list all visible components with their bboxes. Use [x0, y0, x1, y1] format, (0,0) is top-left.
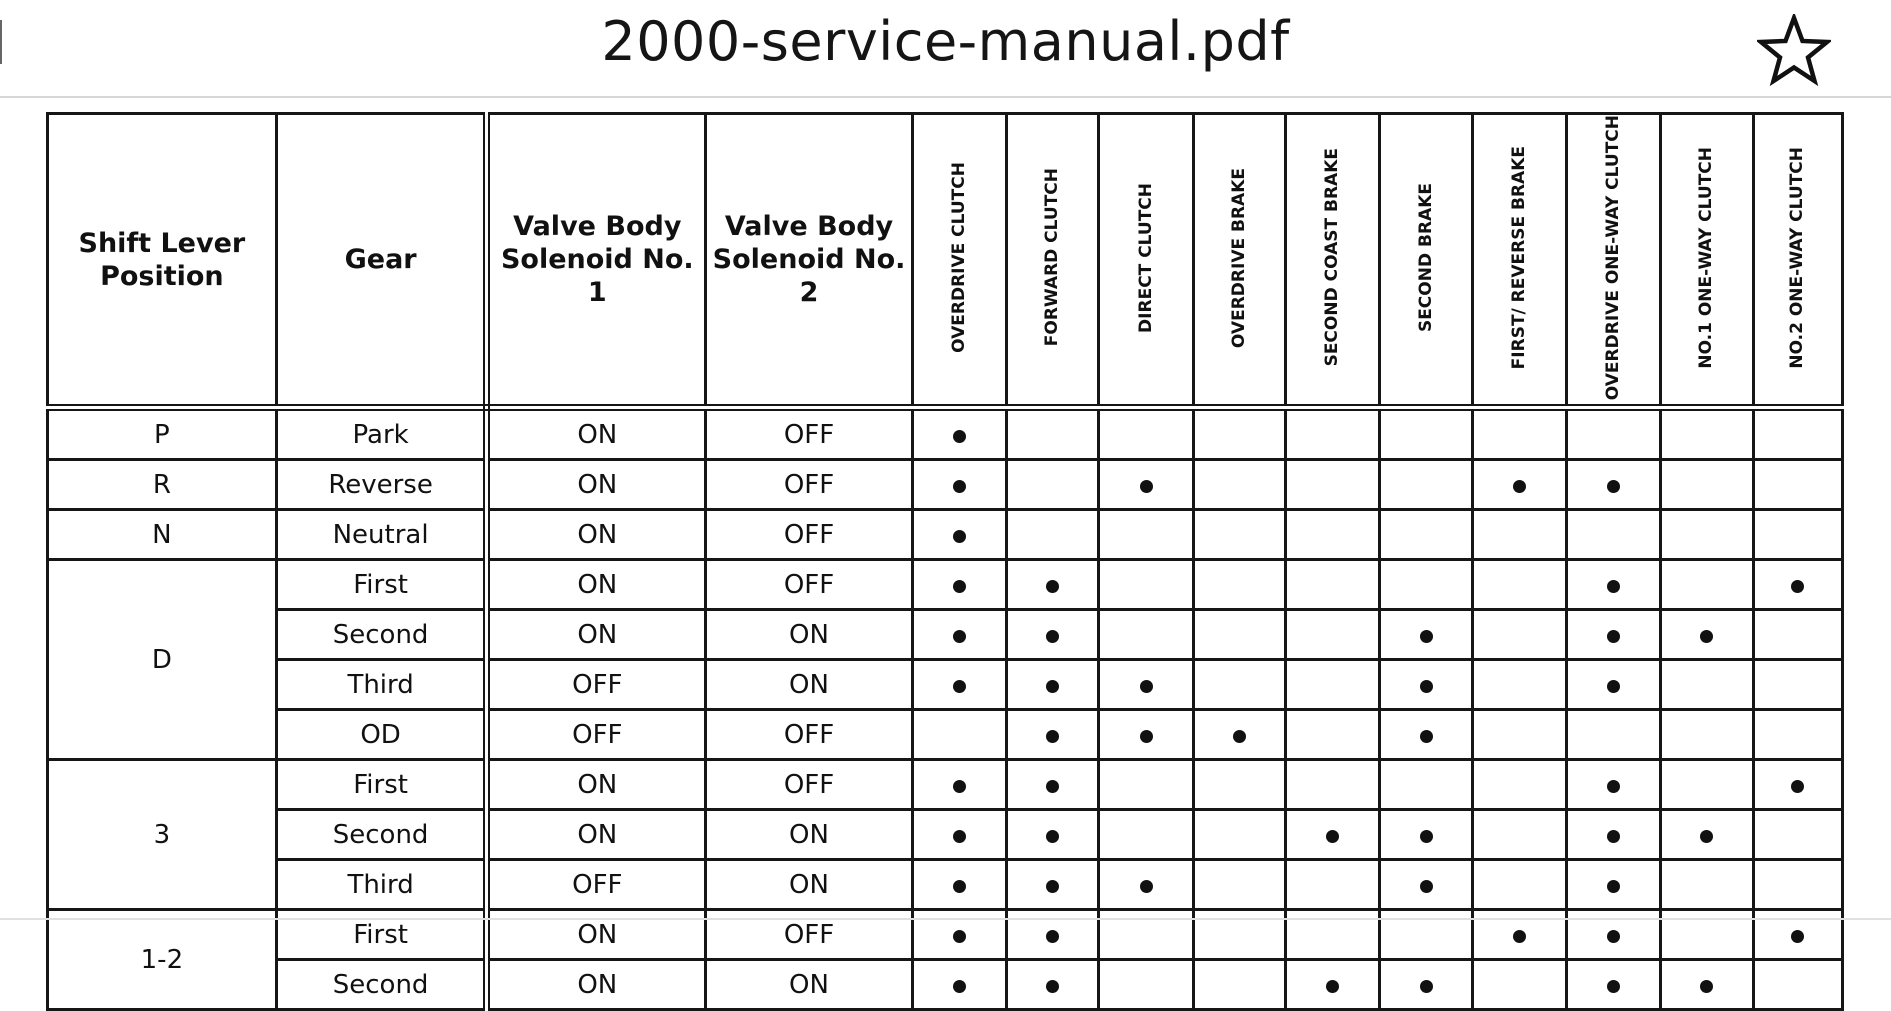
component-cell	[912, 710, 1006, 760]
applied-dot-icon	[1513, 480, 1526, 493]
header-second-coast-brake: SECOND COAST BRAKE	[1286, 114, 1380, 408]
component-cell	[1753, 408, 1842, 460]
component-cell	[1753, 660, 1842, 710]
applied-dot-icon	[1420, 880, 1433, 893]
table-row	[48, 860, 1843, 910]
applied-dot-icon	[1233, 730, 1246, 743]
solenoid-1-cell: ON	[487, 408, 706, 460]
applied-dot-icon	[953, 580, 966, 593]
title-bar	[0, 0, 1891, 98]
component-cell	[1753, 710, 1842, 760]
applied-dot-icon	[1607, 930, 1620, 943]
solenoid-2-cell: OFF	[706, 408, 913, 460]
component-cell	[1007, 710, 1099, 760]
applied-dot-icon	[953, 980, 966, 993]
solenoid-2-cell: OFF	[706, 910, 913, 960]
header-second-brake: SECOND BRAKE	[1380, 114, 1472, 408]
component-cell	[1380, 510, 1472, 560]
applied-dot-icon	[1791, 780, 1804, 793]
component-cell	[1193, 460, 1285, 510]
header-overdrive-clutch: OVERDRIVE CLUTCH	[912, 114, 1006, 408]
applied-dot-icon	[1607, 580, 1620, 593]
component-cell	[1753, 860, 1842, 910]
component-cell	[1380, 660, 1472, 710]
component-cell	[1286, 660, 1380, 710]
applied-dot-icon	[953, 480, 966, 493]
component-cell	[1472, 710, 1566, 760]
component-cell	[1472, 960, 1566, 1010]
applied-dot-icon	[1140, 880, 1153, 893]
page-bottom-divider	[0, 918, 1891, 920]
component-cell	[1661, 460, 1753, 510]
component-cell	[1286, 460, 1380, 510]
table-row	[48, 408, 1843, 460]
applied-dot-icon	[1420, 630, 1433, 643]
applied-dot-icon	[1420, 680, 1433, 693]
solenoid-1-cell: ON	[487, 960, 706, 1010]
header-overdrive-one-way-clutch: OVERDRIVE ONE-WAY CLUTCH	[1567, 114, 1661, 408]
component-cell	[1567, 560, 1661, 610]
component-cell	[1099, 710, 1193, 760]
component-cell	[1753, 610, 1842, 660]
component-cell	[1286, 860, 1380, 910]
component-cell	[912, 510, 1006, 560]
component-cell	[1007, 810, 1099, 860]
component-cell	[912, 960, 1006, 1010]
applied-dot-icon	[1046, 680, 1059, 693]
component-cell	[1661, 810, 1753, 860]
applied-dot-icon	[1326, 980, 1339, 993]
component-cell	[1286, 610, 1380, 660]
component-cell	[1567, 860, 1661, 910]
component-cell	[1472, 610, 1566, 660]
component-cell	[1380, 710, 1472, 760]
header-forward-clutch: FORWARD CLUTCH	[1007, 114, 1099, 408]
applied-dot-icon	[1513, 930, 1526, 943]
component-cell	[1753, 760, 1842, 810]
component-cell	[912, 810, 1006, 860]
component-cell	[1099, 560, 1193, 610]
applied-dot-icon	[953, 880, 966, 893]
header-gear: Gear	[276, 114, 487, 408]
component-cell	[1472, 860, 1566, 910]
component-cell	[1472, 660, 1566, 710]
solenoid-1-cell: ON	[487, 810, 706, 860]
shift-position-cell: N	[48, 510, 277, 560]
applied-dot-icon	[1607, 480, 1620, 493]
component-cell	[1380, 460, 1472, 510]
component-cell	[1007, 510, 1099, 560]
component-cell	[1567, 810, 1661, 860]
applied-dot-icon	[1607, 780, 1620, 793]
component-cell	[1380, 810, 1472, 860]
gear-cell: Third	[276, 860, 487, 910]
component-cell	[1567, 510, 1661, 560]
header-direct-clutch: DIRECT CLUTCH	[1099, 114, 1193, 408]
shift-position-cell: 3	[48, 760, 277, 910]
component-cell	[1661, 510, 1753, 560]
applied-dot-icon	[1046, 630, 1059, 643]
applied-dot-icon	[1607, 630, 1620, 643]
header-solenoid-2: Valve Body Solenoid No. 2	[706, 114, 913, 408]
component-cell	[1661, 560, 1753, 610]
solenoid-2-cell: OFF	[706, 710, 913, 760]
solenoid-2-cell: ON	[706, 660, 913, 710]
header-solenoid-1: Valve Body Solenoid No. 1	[487, 114, 706, 408]
star-outline-icon[interactable]	[1757, 14, 1831, 88]
solenoid-1-cell: ON	[487, 610, 706, 660]
component-cell	[1286, 408, 1380, 460]
applied-dot-icon	[1140, 680, 1153, 693]
component-cell	[912, 760, 1006, 810]
gear-cell: First	[276, 910, 487, 960]
component-cell	[912, 460, 1006, 510]
header-first-reverse-brake: FIRST/ REVERSE BRAKE	[1472, 114, 1566, 408]
applied-dot-icon	[1046, 780, 1059, 793]
header-overdrive-brake: OVERDRIVE BRAKE	[1193, 114, 1285, 408]
component-cell	[1567, 408, 1661, 460]
component-cell	[1007, 760, 1099, 810]
component-cell	[1193, 710, 1285, 760]
component-cell	[1753, 960, 1842, 1010]
component-cell	[1567, 460, 1661, 510]
component-cell	[1193, 408, 1285, 460]
component-cell	[1380, 860, 1472, 910]
component-cell	[1286, 710, 1380, 760]
applied-dot-icon	[1700, 980, 1713, 993]
component-cell	[1286, 810, 1380, 860]
solenoid-1-cell: OFF	[487, 710, 706, 760]
gear-cell: Second	[276, 960, 487, 1010]
component-cell	[1472, 560, 1566, 610]
gear-cell: Neutral	[276, 510, 487, 560]
component-cell	[1007, 960, 1099, 1010]
applied-dot-icon	[953, 630, 966, 643]
component-cell	[1472, 760, 1566, 810]
applied-dot-icon	[1607, 880, 1620, 893]
table-row	[48, 810, 1843, 860]
shift-position-cell: P	[48, 408, 277, 460]
table-row	[48, 460, 1843, 510]
gear-cell: Park	[276, 408, 487, 460]
component-cell	[1661, 760, 1753, 810]
applied-dot-icon	[1046, 880, 1059, 893]
applied-dot-icon	[1420, 980, 1433, 993]
component-cell	[1099, 510, 1193, 560]
solenoid-2-cell: OFF	[706, 510, 913, 560]
component-cell	[1286, 510, 1380, 560]
component-cell	[1567, 760, 1661, 810]
component-cell	[912, 860, 1006, 910]
shift-position-cell: R	[48, 460, 277, 510]
gear-cell: Third	[276, 660, 487, 710]
applied-dot-icon	[1046, 980, 1059, 993]
solenoid-1-cell: ON	[487, 510, 706, 560]
component-cell	[1286, 960, 1380, 1010]
component-cell	[1007, 860, 1099, 910]
solenoid-2-cell: ON	[706, 860, 913, 910]
component-cell	[1661, 710, 1753, 760]
component-cell	[1661, 610, 1753, 660]
pdf-page[interactable]	[0, 98, 1891, 1000]
document-title: 2000-service-manual.pdf	[601, 10, 1290, 73]
solenoid-2-cell: OFF	[706, 560, 913, 610]
applied-dot-icon	[953, 780, 966, 793]
solenoid-1-cell: ON	[487, 910, 706, 960]
component-cell	[1661, 960, 1753, 1010]
table-row	[48, 660, 1843, 710]
shift-position-cell: D	[48, 560, 277, 760]
header-no1-one-way-clutch: NO.1 ONE-WAY CLUTCH	[1661, 114, 1753, 408]
component-cell	[1567, 660, 1661, 710]
component-cell	[1099, 660, 1193, 710]
applied-dot-icon	[953, 530, 966, 543]
component-cell	[1099, 460, 1193, 510]
component-cell	[1193, 510, 1285, 560]
gear-cell: Second	[276, 610, 487, 660]
component-cell	[1099, 408, 1193, 460]
gear-cell: First	[276, 760, 487, 810]
component-cell	[912, 660, 1006, 710]
component-cell	[912, 408, 1006, 460]
component-cell	[1099, 760, 1193, 810]
header-row	[48, 114, 1843, 408]
component-cell	[1007, 610, 1099, 660]
solenoid-application-table	[46, 112, 1844, 1011]
applied-dot-icon	[1140, 480, 1153, 493]
solenoid-2-cell: ON	[706, 610, 913, 660]
applied-dot-icon	[953, 930, 966, 943]
component-cell	[1193, 810, 1285, 860]
applied-dot-icon	[1700, 630, 1713, 643]
component-cell	[1380, 610, 1472, 660]
gear-cell: OD	[276, 710, 487, 760]
component-cell	[1099, 860, 1193, 910]
component-cell	[1472, 408, 1566, 460]
component-cell	[1380, 408, 1472, 460]
applied-dot-icon	[1140, 730, 1153, 743]
applied-dot-icon	[1046, 830, 1059, 843]
component-cell	[1007, 408, 1099, 460]
solenoid-1-cell: ON	[487, 760, 706, 810]
component-cell	[1753, 460, 1842, 510]
header-shift-lever-position: Shift Lever Position	[48, 114, 277, 408]
applied-dot-icon	[1791, 580, 1804, 593]
component-cell	[1380, 960, 1472, 1010]
solenoid-1-cell: ON	[487, 560, 706, 610]
gear-cell: Second	[276, 810, 487, 860]
solenoid-1-cell: OFF	[487, 660, 706, 710]
component-cell	[1193, 760, 1285, 810]
component-cell	[1007, 460, 1099, 510]
component-cell	[1099, 810, 1193, 860]
component-cell	[1193, 960, 1285, 1010]
gear-cell: Reverse	[276, 460, 487, 510]
component-cell	[1007, 560, 1099, 610]
component-cell	[912, 610, 1006, 660]
solenoid-2-cell: OFF	[706, 460, 913, 510]
solenoid-2-cell: OFF	[706, 760, 913, 810]
component-cell	[1753, 560, 1842, 610]
table-row	[48, 510, 1843, 560]
component-cell	[1567, 610, 1661, 660]
component-cell	[1567, 960, 1661, 1010]
applied-dot-icon	[1326, 830, 1339, 843]
applied-dot-icon	[1607, 680, 1620, 693]
component-cell	[1193, 860, 1285, 910]
component-cell	[1472, 460, 1566, 510]
header-no2-one-way-clutch: NO.2 ONE-WAY CLUTCH	[1753, 114, 1842, 408]
component-cell	[1661, 660, 1753, 710]
applied-dot-icon	[1046, 580, 1059, 593]
applied-dot-icon	[1607, 830, 1620, 843]
component-cell	[1380, 560, 1472, 610]
table-row	[48, 710, 1843, 760]
component-cell	[1661, 408, 1753, 460]
shift-position-cell: 1-2	[48, 910, 277, 1010]
component-cell	[1472, 510, 1566, 560]
component-cell	[1286, 760, 1380, 810]
applied-dot-icon	[1046, 930, 1059, 943]
component-cell	[1661, 860, 1753, 910]
solenoid-2-cell: ON	[706, 960, 913, 1010]
applied-dot-icon	[1420, 830, 1433, 843]
applied-dot-icon	[1420, 730, 1433, 743]
applied-dot-icon	[1607, 980, 1620, 993]
table-row	[48, 560, 1843, 610]
applied-dot-icon	[953, 830, 966, 843]
component-cell	[1472, 810, 1566, 860]
applied-dot-icon	[1046, 730, 1059, 743]
component-cell	[1193, 560, 1285, 610]
solenoid-2-cell: ON	[706, 810, 913, 860]
component-cell	[1099, 960, 1193, 1010]
component-cell	[1753, 810, 1842, 860]
component-cell	[1007, 660, 1099, 710]
solenoid-1-cell: ON	[487, 460, 706, 510]
applied-dot-icon	[1791, 930, 1804, 943]
component-cell	[1193, 660, 1285, 710]
component-cell	[1099, 610, 1193, 660]
component-cell	[1380, 760, 1472, 810]
applied-dot-icon	[953, 430, 966, 443]
component-cell	[1753, 510, 1842, 560]
component-cell	[912, 560, 1006, 610]
component-cell	[1193, 610, 1285, 660]
solenoid-1-cell: OFF	[487, 860, 706, 910]
table-row	[48, 960, 1843, 1010]
applied-dot-icon	[953, 680, 966, 693]
table-row	[48, 610, 1843, 660]
gear-cell: First	[276, 560, 487, 610]
applied-dot-icon	[1700, 830, 1713, 843]
component-cell	[1286, 560, 1380, 610]
table-row	[48, 760, 1843, 810]
component-cell	[1567, 710, 1661, 760]
